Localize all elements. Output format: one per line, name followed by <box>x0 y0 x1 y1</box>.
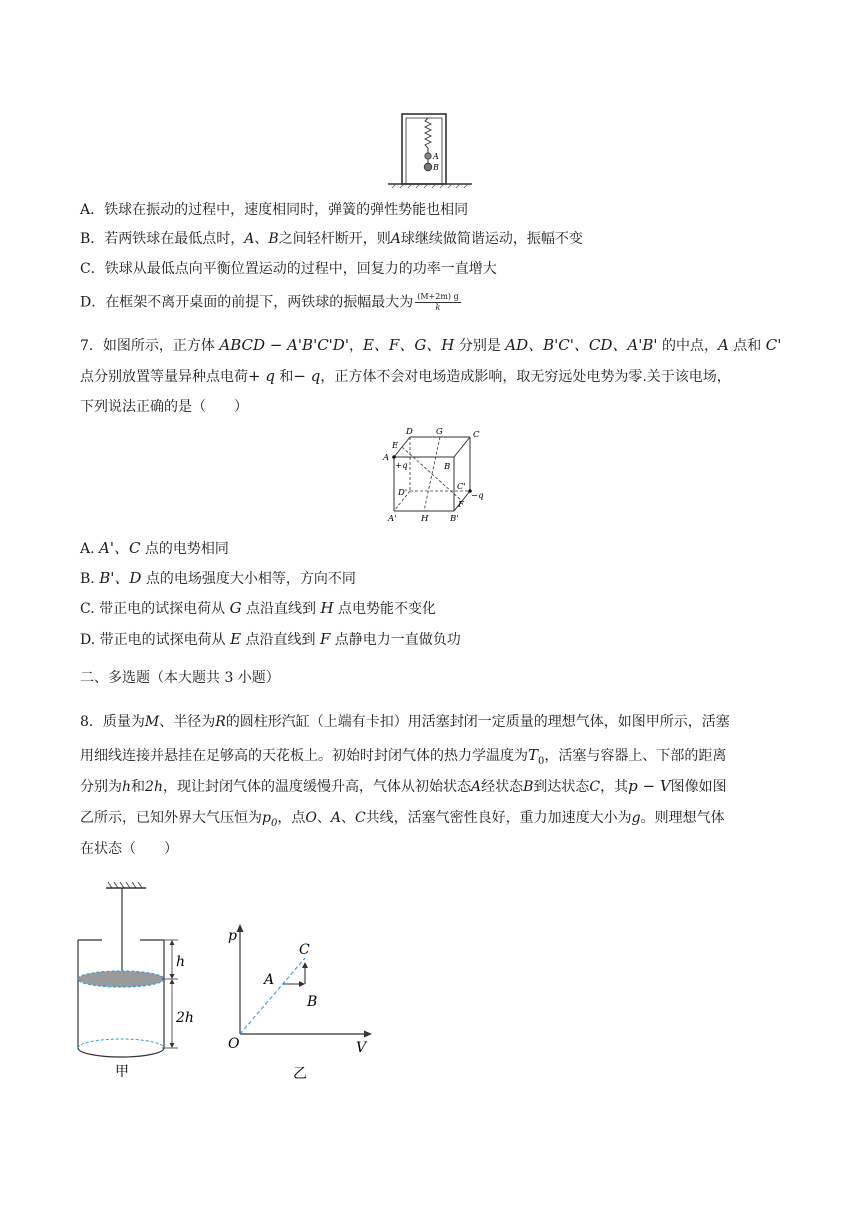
cube-label-c: C <box>473 430 480 440</box>
cube-label-h: H <box>421 514 429 524</box>
cube-label-d: D <box>406 427 413 437</box>
cube-label-bp: B' <box>450 514 459 524</box>
fig-label-a: A <box>433 152 439 161</box>
pv-label-c: C <box>299 942 310 958</box>
q6-option-a: A．铁球在振动的过程中，速度相同时，弹簧的弹性势能也相同 <box>80 202 469 218</box>
cube-label-ap: A' <box>388 514 397 524</box>
q6-option-b: B．若两铁球在最低点时，A、B之间轻杆断开，则A球继续做简谐运动，振幅不变 <box>80 231 583 247</box>
pv-label-o: O <box>228 1036 240 1052</box>
cube-figure <box>382 425 492 525</box>
q7-option-b: B. B'、D 点的电场强度大小相等，方向不同 <box>80 569 356 587</box>
pv-label-p: p <box>228 928 237 944</box>
cube-label-dp: D' <box>398 488 408 498</box>
cylinder-label-h: h <box>176 954 186 970</box>
q8-stem-line2: 用细线连接并悬挂在足够高的天花板上。初始时封闭气体的热力学温度为$T_0$，活塞与容器上、下部的距离 <box>80 746 727 767</box>
q8-stem-line1: 8．质量为M、半径为R的圆柱形汽缸（上端有卡扣）用活塞封闭一定质量的理想气体，如图甲所示，活塞 <box>80 714 730 730</box>
q7-option-d: D. 带正电的试探电荷从 E 点沿直线到 F 点静电力一直做负功 <box>80 630 461 648</box>
cube-label-a: A <box>383 453 390 463</box>
q6-option-c: C．铁球从最低点向平衡位置运动的过程中，回复力的功率一直增大 <box>80 261 497 277</box>
q8-stem-line3: 分别为h和2h，现让封闭气体的温度缓慢升高，气体从初始状态A经状态B到达状态C，其p − V图像如图 <box>80 777 727 795</box>
pv-graph-figure <box>222 918 382 1088</box>
amplitude-fraction: $\frac{(M+2m) g}{k}$ <box>417 292 459 312</box>
pv-label-v: V <box>356 1040 367 1056</box>
q8-stem-line4: 乙所示，已知外界大气压恒为$p_0$，点O、A、C共线，活塞气密性良好，重力加速度大小为g。则理想气体 <box>80 810 725 829</box>
cube-label-minusq: −q <box>471 491 484 501</box>
q7-stem-line2: 点分别放置等量异种点电荷+ q 和− q，正方体不会对电场造成影响，取无穷远处电势为零.关于该电场， <box>80 367 731 385</box>
cube-label-f: F <box>458 500 464 510</box>
cube-label-cp: C' <box>457 482 466 492</box>
spring-frame-figure <box>388 108 488 188</box>
cylinder-figure <box>76 878 216 1088</box>
q7-option-a: A. A'、C 点的电势相同 <box>80 539 229 557</box>
pv-label-b: B <box>307 994 318 1010</box>
cube-label-g: G <box>436 427 443 437</box>
figure-caption-jia: 甲 <box>115 1064 129 1080</box>
q8-stem-line5: 在状态（ ） <box>80 841 178 857</box>
q6-option-d: D．在框架不离开桌面的前提下，两铁球的振幅最大为 $\frac{(M+2m) g}{k}$ <box>80 292 459 312</box>
cube-label-plusq: +q <box>395 461 408 471</box>
pv-label-a: A <box>264 972 275 988</box>
figure-caption-yi: 乙 <box>293 1066 307 1082</box>
cube-label-e: E <box>392 441 399 451</box>
fig-label-b: B <box>433 163 439 172</box>
q7-stem-line1: 7．如图所示，正方体 ABCD − A'B'C'D'，E、F、G、H 分别是 AD、B'C'、CD、A'B' 的中点，A 点和 C' <box>80 336 782 354</box>
q7-stem-line3: 下列说法正确的是（ ） <box>80 399 248 415</box>
q7-option-c: C. 带正电的试探电荷从 G 点沿直线到 H 点电势能不变化 <box>80 599 437 617</box>
section-heading-multiple-choice: 二、多选题（本大题共 3 小题） <box>80 670 280 686</box>
cylinder-label-2h: 2h <box>176 1010 194 1026</box>
cube-label-b: B <box>444 462 451 472</box>
